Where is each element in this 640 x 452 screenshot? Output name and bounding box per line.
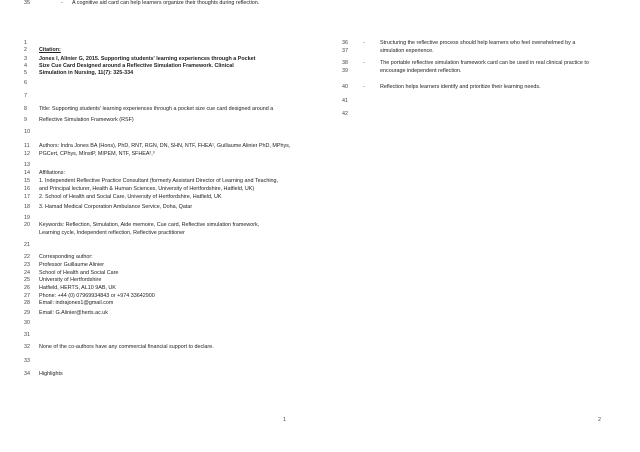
text-line: Affiliations: — [39, 170, 65, 176]
text-line: A cognitive aid card can help learners organize their thoughts during reflection. — [72, 0, 260, 6]
page-number: 2 — [598, 417, 601, 423]
text-line: Learning cycle, Independent reflection, Reflective practitioner — [39, 230, 185, 236]
text-line: and Principal lecturer, Health & Human Sciences, University of Hertfordshire, Hatfield, UK) — [39, 186, 255, 192]
text-line: 3. Hamad Medical Corporation Ambulance Service, Doha, Qatar — [39, 204, 193, 210]
line-number: 32 — [24, 344, 30, 350]
text-line: Phone: +44 (0) 07969934843 or +974 33642900 — [39, 293, 155, 299]
text-line: School of Health and Social Care — [39, 270, 119, 276]
line-number: 3 — [24, 56, 27, 62]
line-number: 41 — [342, 98, 348, 104]
text-line: Reflective Simulation Framework (RSF) — [39, 117, 134, 123]
text-line: simulation experience. — [380, 48, 434, 54]
text-line: None of the co-authors have any commercial financial support to declare. — [39, 344, 214, 350]
line-number: 39 — [342, 68, 348, 74]
line-number: 40 — [342, 84, 348, 90]
line-number: 27 — [24, 293, 30, 299]
line-number: 30 — [24, 320, 30, 326]
text-line: Reflection helps learners identify and prioritize their learning needs. — [380, 84, 541, 90]
text-line: 2. School of Health and Social Care, University of Hertfordshire, Hatfield, UK — [39, 194, 222, 200]
line-number: 11 — [24, 143, 30, 149]
text-line: 1. Independent Reflective Practice Consultant (formerly Assistant Director of Learning and Teaching, — [39, 178, 279, 184]
line-number: 28 — [24, 300, 30, 306]
line-number: 24 — [24, 270, 30, 276]
line-number: 23 — [24, 262, 30, 268]
text-line: Corresponding author: — [39, 254, 93, 260]
text-line: Authors: Indra Jones BA (Hons), PhD, RNT, RGN, DN, SHN, NTF, FHEA¹, Guillaume Alinier PhD, MPhys, — [39, 143, 291, 149]
line-number: 7 — [24, 93, 27, 99]
text-line: Structuring the reflective process should help learners who feel overwhelmed by a — [380, 40, 576, 46]
line-number: 21 — [24, 242, 30, 248]
line-number: 37 — [342, 48, 348, 54]
line-number: 17 — [24, 194, 30, 200]
line-number: 16 — [24, 186, 30, 192]
line-number: 34 — [24, 371, 30, 377]
line-number: 8 — [24, 106, 27, 112]
text-line: Highlights — [39, 371, 63, 377]
text-line: Email: G.Alinier@herts.ac.uk — [39, 310, 108, 316]
line-number: 20 — [24, 222, 30, 228]
text-line: PGCert, CPhys, MInstP, MIPEM, NTF, SFHEA²,³ — [39, 151, 155, 157]
line-number: 42 — [342, 111, 348, 117]
line-number: 13 — [24, 162, 30, 168]
line-number: 1 — [24, 40, 27, 46]
line-number: 12 — [24, 151, 30, 157]
line-number: 31 — [24, 332, 30, 338]
line-number: 4 — [24, 63, 27, 69]
line-number: 25 — [24, 277, 30, 283]
line-number: 10 — [24, 129, 30, 135]
line-number: 9 — [24, 117, 27, 123]
line-number: 14 — [24, 170, 30, 176]
text-line: Professor Guillaume Alinier — [39, 262, 105, 268]
text-line: Size Cue Card Designed around a Reflective Simulation Framework. Clinical — [39, 63, 234, 69]
line-number: 15 — [24, 178, 30, 184]
bullet-dash: - — [363, 40, 365, 46]
text-line: Keywords: Reflection, Simulation, Aide memoire, Cue card, Reflective simulation framework, — [39, 222, 260, 228]
bullet-dash: - — [61, 0, 63, 6]
line-number: 38 — [342, 60, 348, 66]
line-number: 33 — [24, 358, 30, 364]
text-line: Simulation in Nursing, 11(7): 325-334 — [39, 70, 134, 76]
text-line: Citation: — [39, 47, 61, 53]
text-line: Jones I, Alinier G, 2015. Supporting students' learning experiences through a Pocket — [39, 56, 256, 62]
text-line: University of Hertfordshire — [39, 277, 102, 283]
text-line: Hatfield, HERTS, AL10 9AB, UK — [39, 285, 116, 291]
text-line: The portable reflective simulation framework card can be used in real clinical practice to — [380, 60, 589, 66]
text-line: Email: indrajones1@gmail.com — [39, 300, 114, 306]
page-2 — [320, 0, 640, 452]
text-line: Title: Supporting students' learning experiences through a pocket size cue card designed around a — [39, 106, 274, 112]
line-number: 26 — [24, 285, 30, 291]
bullet-dash: - — [363, 84, 365, 90]
line-number: 5 — [24, 70, 27, 76]
line-number: 19 — [24, 215, 30, 221]
line-number: 36 — [342, 40, 348, 46]
text-line: encourage independent reflection. — [380, 68, 462, 74]
line-number: 6 — [24, 80, 27, 86]
page-number: 1 — [283, 417, 286, 423]
line-number: 22 — [24, 254, 30, 260]
line-number: 18 — [24, 204, 30, 210]
line-number: 2 — [24, 47, 27, 53]
bullet-dash: - — [363, 60, 365, 66]
line-number: 35 — [24, 0, 30, 6]
line-number: 29 — [24, 310, 30, 316]
